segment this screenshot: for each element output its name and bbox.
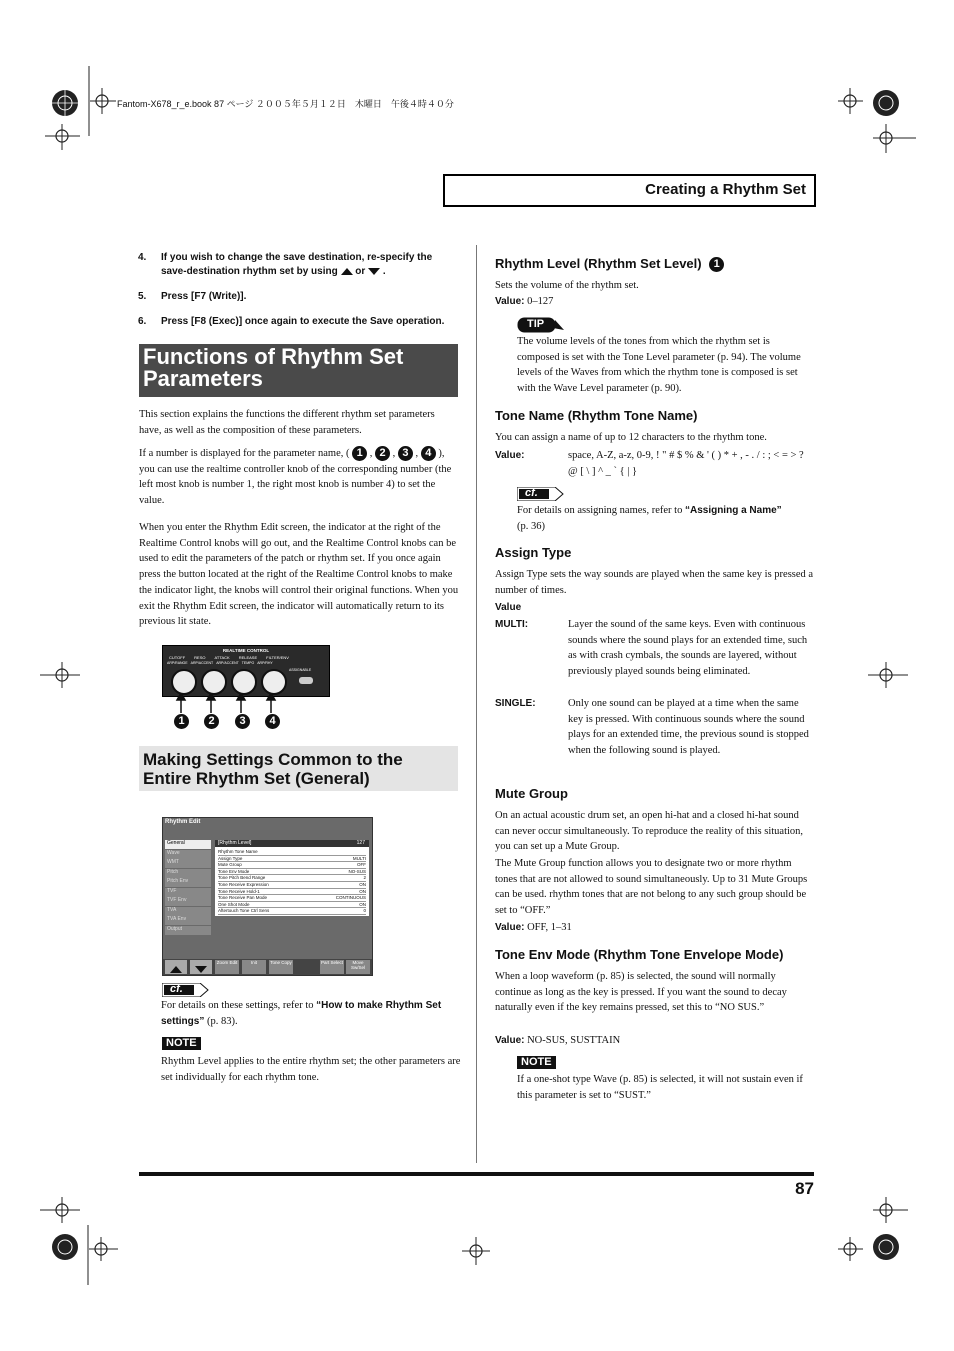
screen-button-tone-copy[interactable]: Tone Copy <box>269 960 293 974</box>
screen-param-row[interactable]: Tone Receive Pan Mode CONTINUOUS <box>218 895 366 901</box>
panel-label: TEMPO <box>241 661 255 665</box>
tone-env-mode-heading: Tone Env Mode (Rhythm Tone Envelope Mode) <box>495 947 784 962</box>
file-header: Fantom-X678_r_e.book 87 ページ ２００５年５月１２日 木曜日 午後４時４０分 <box>117 99 454 109</box>
intro-paragraph-2: If a number is displayed for the parameter name, ( 1 , 2 , 3 , 4 ), you can use the realtime controller knob of the corresponding number (the left most knob is number 1, the right most knob is number 4) to set the value. <box>139 447 452 507</box>
screen-param-row[interactable]: Mute Group OFF <box>218 862 366 868</box>
screen-tab[interactable]: TVA Env <box>165 916 211 925</box>
panel-number-4-icon: 4 <box>265 714 280 729</box>
assign-type-desc: Assign Type sets the way sounds are played when the same key is pressed a number of times. <box>495 569 814 596</box>
left-cf-text <box>161 998 461 1029</box>
panel-number-2-icon: 2 <box>204 714 219 729</box>
step-number: 5. <box>138 291 147 302</box>
intro2-start: If a number is displayed for the parameter name, ( <box>139 448 350 459</box>
screen-param-row[interactable]: One Shot Mode ON <box>218 901 366 907</box>
panel-labels-bottom <box>167 661 327 665</box>
screen-tab[interactable]: General <box>165 840 211 849</box>
registration-mark-bottom-right <box>838 1195 918 1285</box>
tone-name-cf-b: (p. 36) <box>517 520 545 532</box>
screen-button-part-select[interactable]: Part Select <box>320 960 344 974</box>
column-divider <box>476 245 477 1163</box>
screen-title: Rhythm Edit <box>165 819 201 825</box>
screen-tab[interactable]: Pitch <box>165 869 211 878</box>
screen-tab[interactable]: TVA <box>165 907 211 916</box>
panel-label: RELEASE <box>238 655 258 660</box>
tone-name-value-label: Value: <box>495 450 525 461</box>
screen-param-panel <box>215 840 369 916</box>
tip-icon-label: TIP <box>527 318 545 330</box>
knob-2-icon <box>201 669 227 695</box>
note-icon: NOTE <box>517 1056 556 1069</box>
value-label: Value: <box>495 922 525 933</box>
section-title-box <box>443 174 816 207</box>
panel-number-3-icon: 3 <box>235 714 250 729</box>
sub-heading: Making Settings Common to the Entire Rhythm Set (General) <box>143 750 403 788</box>
panel-labels-top <box>169 655 327 660</box>
left-note-text: Rhythm Level applies to the entire rhythm set; the other parameters are set individually for each rhythm tone. <box>161 1056 461 1083</box>
tone-name-cf-text <box>517 503 809 534</box>
step-number: 6. <box>138 316 147 327</box>
registration-mark-mid-right <box>868 660 908 690</box>
knob-number-1-icon: 1 <box>352 446 367 461</box>
registration-mark-top-right <box>838 78 918 158</box>
screen-param-row[interactable]: Rhythm Tone Name <box>218 849 366 856</box>
screen-tab[interactable]: Wave <box>165 850 211 859</box>
panel-label: ARP/ACCENT <box>216 661 239 665</box>
panel-label: ARP/RANGE <box>167 661 188 665</box>
assign-button-icon <box>299 677 313 684</box>
footer-rule <box>139 1172 814 1176</box>
value-text: 0–127 <box>527 296 554 307</box>
panel-title: REALTIME CONTROL <box>222 648 270 653</box>
screen-params <box>218 849 366 915</box>
screen-down-button[interactable] <box>190 960 212 974</box>
down-arrow-icon <box>195 966 207 973</box>
step-5 <box>138 290 460 304</box>
panel-label: RESO <box>194 655 206 660</box>
step-end: . <box>382 266 386 277</box>
panel-label: FILTER/ENV <box>266 655 289 660</box>
value-text: NO-SUS, SUSTTAIN <box>527 1035 621 1046</box>
step-or: or <box>355 266 366 277</box>
screen-header-row <box>215 840 369 847</box>
screen-up-button[interactable] <box>165 960 187 974</box>
assign-type-heading: Assign Type <box>495 545 572 560</box>
intro-paragraph-3: When you enter the Rhythm Edit screen, the indicator at the right of the Realtime Control knobs will go out, and the Realtime Control knobs can be used to edit the parameters of the patch or rhythm set. If you once again press the button located at the right of the Realtime Control knobs to make the indicator light, the knobs will control their original functions. When you exit the Rhythm Edit screen, the indicator will automatically return to its previous lit state. <box>139 522 459 628</box>
panel-label: ATTACK <box>214 655 230 660</box>
panel-label: CUTOFF <box>169 655 186 660</box>
assign-type-multi-text: Layer the sound of the same keys. Even with continuous sounds where the sound plays for an extended time, such as with crash cymbals, the sounds are layered, without previously played sounds being eliminated. <box>568 619 808 678</box>
screen-tab[interactable]: TVF <box>165 888 211 897</box>
step-text: Press [F8 (Exec)] once again to execute the Save operation. <box>161 316 445 327</box>
tone-name-desc: You can assign a name of up to 12 characters to the rhythm tone. <box>495 432 767 443</box>
note-icon: NOTE <box>162 1037 201 1050</box>
down-arrow-icon <box>368 268 380 275</box>
intro-paragraph-1: This section explains the functions the different rhythm set parameters have, as well as the composition of these parameters. <box>139 409 435 436</box>
screen-param-row[interactable]: Tone Env Mode NO-SUS <box>218 868 366 874</box>
value-text: OFF, 1–31 <box>527 922 572 933</box>
rhythm-level-desc: Sets the volume of the rhythm set. <box>495 280 639 291</box>
assign-type-multi-key: MULTI: <box>495 619 529 630</box>
screen-button-move[interactable]: Move Sw/Sel <box>346 960 370 974</box>
panel-label-assignable: ASSIGNABLE <box>289 668 312 672</box>
rhythm-level-tip: The volume levels of the tones from which the rhythm set is composed is set with the Tone Level parameter (p. 94). The volume levels of the Waves from which the rhythm tone is composed is set with the Wave Level parameter (p. 90). <box>517 336 801 395</box>
left-cf-link[interactable]: “How to make Rhythm Set settings” <box>161 1000 442 1027</box>
tone-name-cf-a: For details on assigning names, refer to <box>517 505 683 516</box>
page-number: 87 <box>795 1179 814 1198</box>
assign-type-single-key: SINGLE: <box>495 698 536 709</box>
screen-param-row[interactable]: Tone Pitch Bend Range 2 <box>218 875 366 881</box>
rhythm-level-value <box>495 294 815 310</box>
step-text: Press [F7 (Write)]. <box>161 291 247 302</box>
assign-type-single-text: Only one sound can be played at a time when the same key is pressed. With continuous sounds where the sound plays for an extended time, the previous sound is stopped when the following sound is played. <box>568 698 809 757</box>
step-4 <box>138 251 460 279</box>
knob-number-2-icon: 2 <box>375 446 390 461</box>
knob-3-icon <box>231 669 257 695</box>
registration-mark-mid-left <box>40 660 80 690</box>
screen-param-row[interactable]: Assign Type MULTI <box>218 855 366 861</box>
panel-number-1-icon: 1 <box>174 714 189 729</box>
left-cf-text-a: For details on these settings, refer to <box>161 1000 314 1011</box>
step-number: 4. <box>138 252 147 263</box>
value-label: Value: <box>495 1035 525 1046</box>
mute-group-value <box>495 920 815 936</box>
panel-label: ARP/RHY <box>257 661 273 665</box>
cf-icon-label: cf. <box>170 983 183 995</box>
screen-tab[interactable]: WMT <box>165 859 211 868</box>
screen-tab-list <box>165 840 211 935</box>
main-heading-box <box>139 344 458 397</box>
tone-name-cf-link[interactable]: “Assigning a Name” <box>684 505 782 516</box>
value-label: Value: <box>495 296 525 307</box>
assign-type-value-label: Value <box>495 602 522 613</box>
mute-group-heading: Mute Group <box>495 786 568 801</box>
rhythm-level-heading: Rhythm Level (Rhythm Set Level) 1 <box>495 256 724 272</box>
screen-header-value: 127 <box>356 840 365 846</box>
mute-group-p2: The Mute Group function allows you to designate two or more rhythm tones that are not allowed to sound simultaneously. Up to 31 Mute Groups can be used. rhythm tones that are not belong to any such group should be set to “OFF.” <box>495 858 808 917</box>
screen-tab[interactable]: TVF Env <box>165 897 211 906</box>
tone-env-mode-value <box>495 1033 815 1049</box>
up-arrow-icon <box>341 268 353 275</box>
registration-mark-bottom-center <box>460 1235 492 1267</box>
screen-tab[interactable]: Output <box>165 926 211 935</box>
sub-heading-box <box>139 746 458 791</box>
rhythm-edit-screen <box>162 817 373 976</box>
screen-param-row[interactable]: Tone Receive Hold-1 ON <box>218 888 366 894</box>
registration-mark-bottom-left <box>40 1195 120 1285</box>
screen-header-label: [Rhythm Level] <box>218 840 252 846</box>
tone-env-mode-desc: When a loop waveform (p. 85) is selected, the sound will normally continue as long as the key is pressed. If you want the sound to decay naturally even if the key remains pressed, set this to “NO SUS.” <box>495 971 787 1014</box>
tone-name-value: space, A-Z, a-z, 0-9, ! " # $ % & ' ( ) * + , - . / : ; < = > ? @ [ \ ] ^ _ ` { | } <box>568 450 804 477</box>
screen-button-zoom-edit[interactable]: Zoom Edit <box>215 960 239 974</box>
screen-param-row[interactable]: Aftertouch Tone Ctrl Sens 0 <box>218 908 366 914</box>
mute-group-p1: On an actual acoustic drum set, an open hi-hat and a closed hi-hat sound can never occur simultaneously. To reproduce the reality of this situation, you can set up a Mute Group. <box>495 810 804 853</box>
screen-tab[interactable]: Pitch Env <box>165 878 211 887</box>
knob-arrows <box>162 693 328 713</box>
cf-icon-label: cf. <box>525 487 538 499</box>
screen-button-init[interactable]: Init <box>242 960 266 974</box>
section-title: Creating a Rhythm Set <box>645 181 806 198</box>
left-cf-text-b: (p. 83). <box>206 1015 238 1027</box>
intro2-end: ), you can use the realtime controller knob of the corresponding number (the left most knob is number 1, the right most knob is number 4) to set the value. <box>139 448 452 507</box>
knob-1-icon <box>171 669 197 695</box>
knob-number-1-icon: 1 <box>709 257 724 272</box>
step-text: If you wish to change the save destination, re-specify the save-destination rhythm set by using <box>161 252 433 277</box>
screen-param-row[interactable]: Tone Receive Expression ON <box>218 881 366 887</box>
panel-label: ARP/ACCENT <box>190 661 214 665</box>
knob-4-icon <box>261 669 287 695</box>
screen-function-bar <box>163 959 372 975</box>
tone-name-heading: Tone Name (Rhythm Tone Name) <box>495 408 698 423</box>
knob-number-4-icon: 4 <box>421 446 436 461</box>
tone-env-mode-note: If a one-shot type Wave (p. 85) is selected, it will not sustain even if this parameter is set to “SUST.” <box>517 1074 803 1101</box>
knob-number-3-icon: 3 <box>398 446 413 461</box>
registration-mark-top-center-left <box>88 66 118 136</box>
realtime-control-panel <box>162 645 330 697</box>
step-6 <box>138 315 460 329</box>
main-heading: Functions of Rhythm Set Parameters <box>143 344 404 391</box>
up-arrow-icon <box>170 966 182 973</box>
